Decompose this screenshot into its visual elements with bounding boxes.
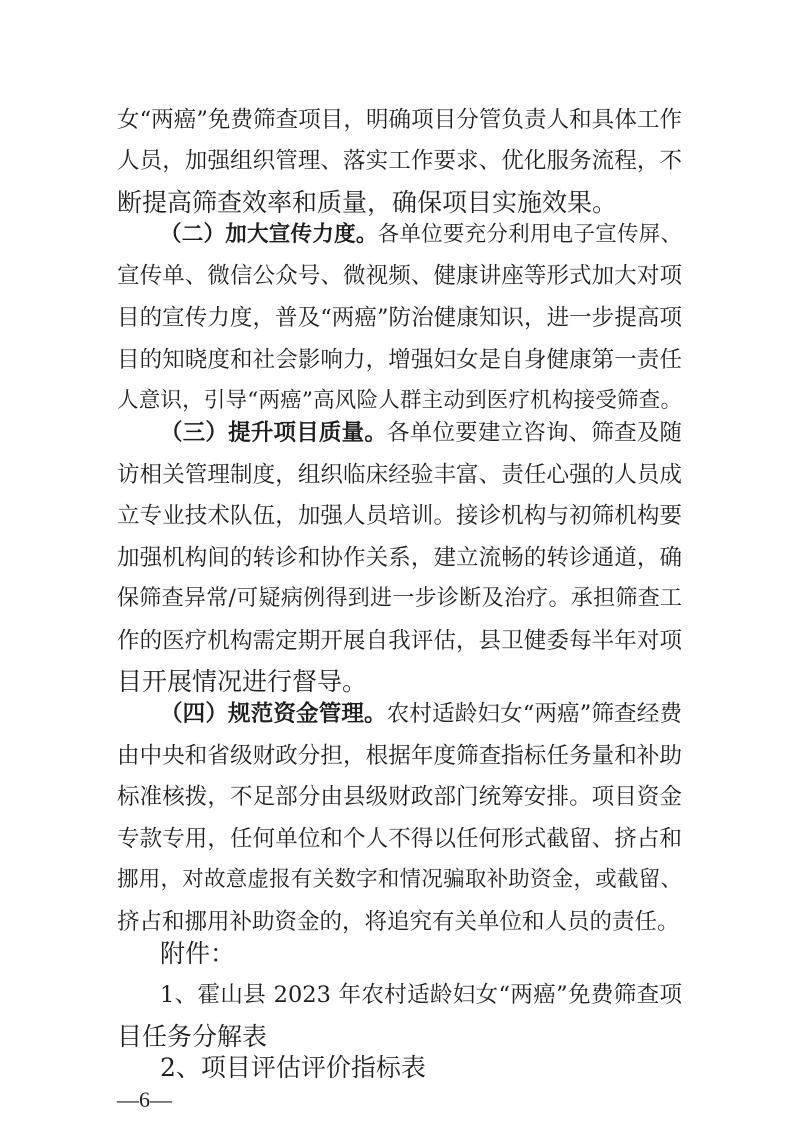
paragraph-first-line [160,694,682,734]
section-heading: （四）规范资金管理。 [160,701,387,727]
paragraph-line: 挤占和挪用补助资金的，将追究有关单位和人员的责任。 [117,909,680,935]
page-number: —6— [117,1087,172,1112]
paragraph-line: 保筛查异常/可疑病例得到进一步诊断及治疗。承担筛查工 [117,586,682,611]
attachment-item: 2、项目评估评价指标表 [160,1053,426,1082]
paragraph-line: 人员，加强组织管理、落实工作要求、优化服务流程，不 [117,148,682,174]
paragraph-line: 挪用，对故意虚报有关数字和情况骗取补助资金，或截留、 [117,867,682,892]
paragraph-line: 专款专用，任何单位和个人不得以任何形式截留、挤占和 [117,826,682,852]
paragraph-text: 各单位要充分利用电子宣传屏、 [377,222,682,247]
attachment-item: 1、霍山县 2023 年农村适龄妇女“两癌”免费筛查项 [160,982,682,1008]
paragraph-line: 加强机构间的转诊和协作关系，建立流畅的转诊通道，确 [117,545,682,571]
paragraph-line: 标准核拨，不足部分由县级财政部门统筹安排。项目资金 [117,784,682,810]
paragraph-text: 各单位要建立咨询、筛查及随 [387,420,682,446]
paragraph-first-line [160,413,682,453]
paragraph-line: 作的医疗机构需定期开展自我评估，县卫健委每半年对项 [117,628,682,654]
paragraph-line: 宣传单、微信公众号、微视频、健康讲座等形式加大对项 [117,263,682,289]
attachment-item-continued: 目任务分解表 [117,1022,268,1051]
section-heading: （二）加大宣传力度。 [160,222,378,247]
paragraph-text: 农村适龄妇女“两癌”筛查经费 [386,701,682,727]
paragraph-line: 目开展情况进行督导。 [117,667,368,696]
paragraph-line: 目的宣传力度，普及“两癌”防治健康知识，进一步提高项 [117,305,682,331]
attachments-label: 附件： [160,939,236,968]
paragraph-line: 人意识，引导“两癌”高风险人群主动到医疗机构接受筛查。 [117,388,682,413]
paragraph-line: 断提高筛查效率和质量，确保项目实施效果。 [117,188,618,217]
paragraph-first-line [160,215,682,255]
paragraph-line: 目的知晓度和社会影响力，增强妇女是自身健康第一责任 [117,347,682,373]
section-heading: （三）提升项目质量。 [160,420,388,446]
paragraph-line: 由中央和省级财政分担，根据年度筛查指标任务量和补助 [117,743,682,769]
paragraph-line: 女“两癌”免费筛查项目，明确项目分管负责人和具体工作 [117,107,682,133]
paragraph-line: 访相关管理制度，组织临床经验丰富、责任心强的人员成 [117,462,682,488]
paragraph-line: 立专业技术队伍，加强人员培训。接诊机构与初筛机构要 [117,503,682,529]
